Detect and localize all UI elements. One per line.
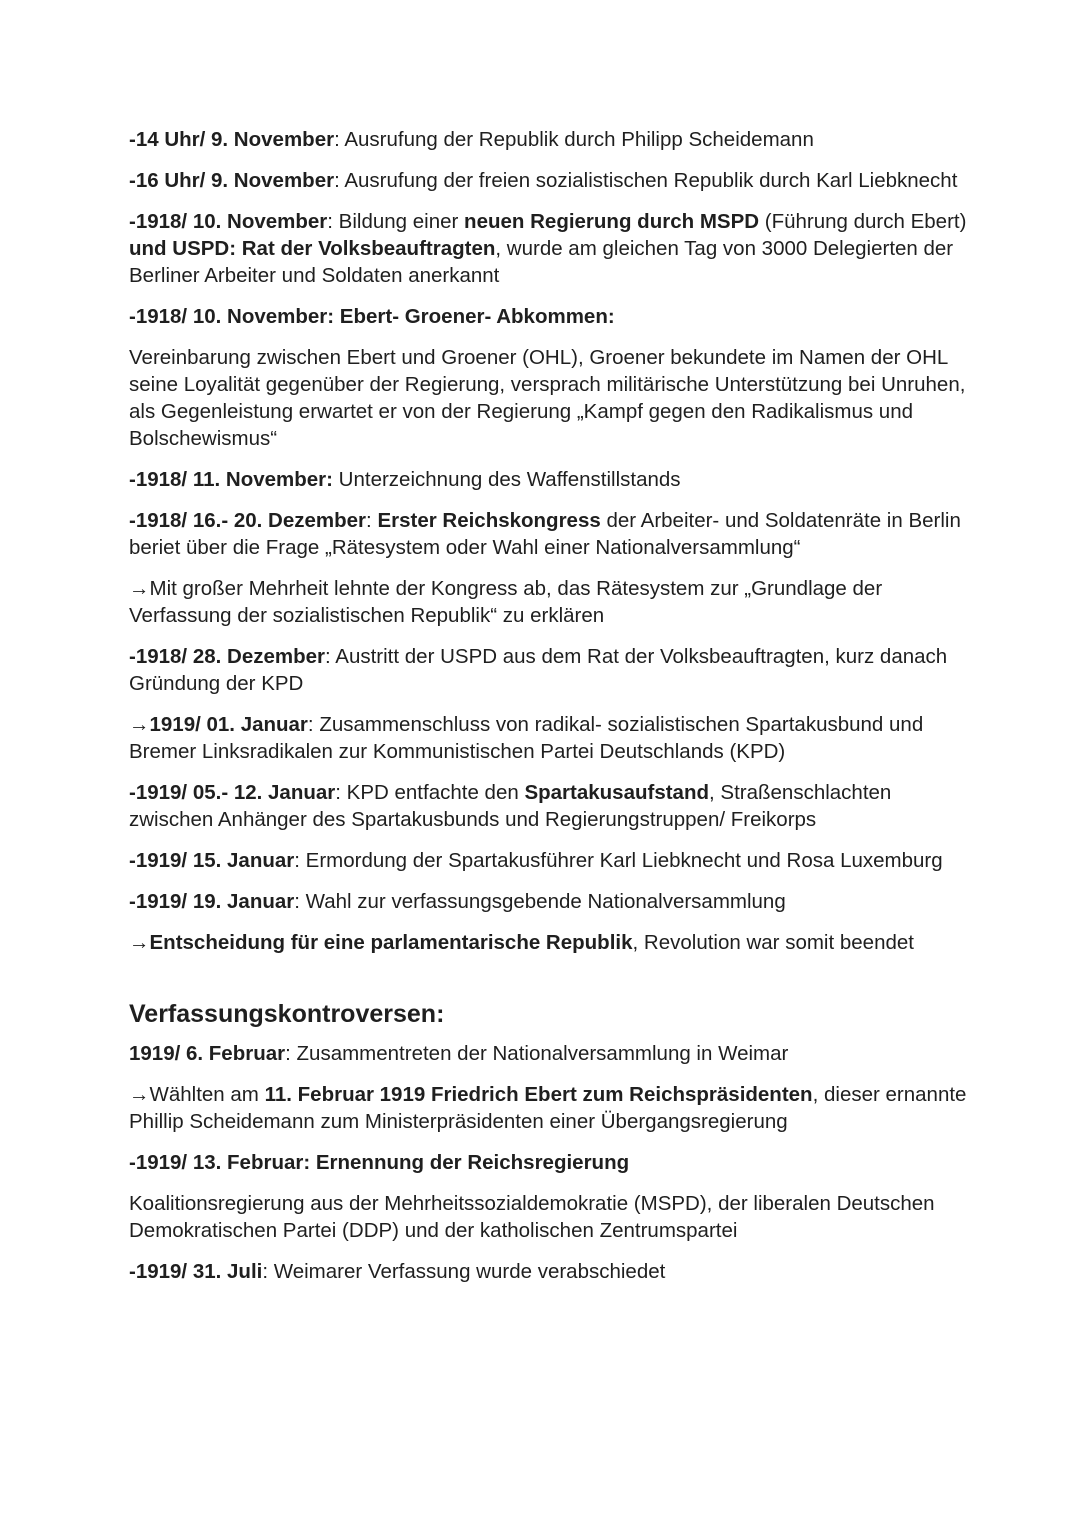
entry-text: : Ausrufung der freien sozialistischen Republik durch Karl Liebknecht [334, 169, 958, 192]
timeline-entry [129, 208, 969, 289]
entry-bold-text: neuen Regierung durch MSPD [464, 210, 760, 233]
entry-bold-text: -1918/ 10. November [129, 210, 328, 233]
timeline-entry [129, 507, 969, 561]
entry-text: : Wahl zur verfassungsgebende Nationalversammlung [294, 890, 786, 913]
entry-text: : Zusammenschluss von radikal- sozialistischen Spartakusbund und Bremer Linksradikalen zur Kommunistischen Partei Deutschlands (KPD) [129, 713, 924, 763]
entry-bold-text: -1919/ 05.- 12. Januar [129, 781, 336, 804]
timeline-entry [129, 303, 969, 330]
entry-bold-text: -1918/ 28. Dezember [129, 645, 326, 668]
constitution-section [129, 1040, 969, 1285]
timeline-entry [129, 929, 969, 956]
entry-text: : Zusammentreten der Nationalversammlung in Weimar [285, 1042, 789, 1065]
timeline-entry [129, 1040, 969, 1067]
timeline-entry [129, 1190, 969, 1244]
entry-bold-text: Erster Reichskongress [377, 509, 601, 532]
entry-bold-text: -1918/ 10. November: Ebert- Groener- Abkommen: [129, 305, 615, 328]
entry-text: der Arbeiter- und Soldatenräte in Berlin beriet über die Frage „Rätesystem oder Wahl einer Nationalversammlung“ [129, 509, 961, 559]
entry-bold-text: -1919/ 13. Februar: Ernennung der Reichsregierung [129, 1151, 630, 1174]
entry-text: , Revolution war somit beendet [632, 931, 914, 954]
timeline-entry [129, 575, 969, 629]
entry-text: (Führung durch Ebert) [759, 210, 967, 233]
timeline-entry [129, 711, 969, 765]
entry-bold-text: Spartakusaufstand [524, 781, 710, 804]
timeline-entry [129, 466, 969, 493]
timeline-entry [129, 643, 969, 697]
entry-text: , Straßenschlachten zwischen Anhänger des Spartakusbunds und Regierungstruppen/ Freikorps [129, 781, 892, 831]
timeline-entry [129, 1149, 969, 1176]
entry-text: Koalitionsregierung aus der Mehrheitssozialdemokratie (MSPD), der liberalen Deutschen Demokratischen Partei (DDP) und der katholischen Zentrumspartei [129, 1192, 935, 1242]
entry-text: : Bildung einer [327, 210, 465, 233]
timeline-entry [129, 847, 969, 874]
timeline-entry [129, 888, 969, 915]
section-heading: Verfassungskontroversen: [129, 1000, 445, 1028]
entry-bold-text: -1919/ 19. Januar [129, 890, 295, 913]
timeline-section [129, 126, 969, 956]
timeline-entry [129, 1081, 969, 1135]
entry-bold-text: -1918/ 16.- 20. Dezember [129, 509, 367, 532]
entry-bold-text: 1919/ 6. Februar [129, 1042, 286, 1065]
entry-bold-text: 11. Februar 1919 Friedrich Ebert zum Reichspräsidenten [264, 1083, 813, 1106]
entry-bold-text: -1919/ 31. Juli [129, 1260, 263, 1283]
entry-bold-text: -16 Uhr/ 9. November [129, 169, 335, 192]
entry-text: : Weimarer Verfassung wurde verabschiedet [262, 1260, 666, 1283]
entry-bold-text: →Entscheidung für eine parlamentarische Republik [129, 931, 633, 954]
timeline-entry [129, 167, 969, 194]
entry-bold-text: und USPD: Rat der Volksbeauftragten [129, 237, 496, 260]
entry-bold-text: -1919/ 15. Januar [129, 849, 295, 872]
entry-text: →Mit großer Mehrheit lehnte der Kongress ab, das Rätesystem zur „Grundlage der Verfassung der sozialistischen Republik“ zu erklären [129, 577, 883, 627]
entry-bold-text: →1919/ 01. Januar [129, 713, 308, 736]
entry-text: : KPD entfachte den [335, 781, 525, 804]
entry-bold-text: -14 Uhr/ 9. November [129, 128, 335, 151]
entry-text: →Wählten am [129, 1083, 265, 1106]
entry-text: : Ermordung der Spartakusführer Karl Liebknecht und Rosa Luxemburg [294, 849, 943, 872]
entry-text: Unterzeichnung des Waffenstillstands [332, 468, 681, 491]
entry-text: , wurde am gleichen Tag von 3000 Delegierten der Berliner Arbeiter und Soldaten anerkannt [129, 237, 954, 287]
entry-bold-text: -1918/ 11. November: [129, 468, 333, 491]
entry-text: : Ausrufung der Republik durch Philipp Scheidemann [334, 128, 814, 151]
document-body [129, 126, 969, 1299]
entry-text: : [366, 509, 378, 532]
entry-text: Vereinbarung zwischen Ebert und Groener (OHL), Groener bekundete im Namen der OHL seine Loyalität gegenüber der Regierung, versprach militärische Unterstützung bei Unruhen, als Gegenleistung erwartet er von der Regierung „Kampf gegen den Radikalismus und Bolschewismus“ [129, 346, 966, 450]
timeline-entry [129, 779, 969, 833]
timeline-entry [129, 126, 969, 153]
timeline-entry [129, 1258, 969, 1285]
entry-text: : Austritt der USPD aus dem Rat der Volksbeauftragten, kurz danach Gründung der KPD [129, 645, 948, 695]
entry-text: , dieser ernannte Phillip Scheidemann zum Ministerpräsidenten einer Übergangsregierung [129, 1083, 967, 1133]
timeline-entry [129, 344, 969, 452]
